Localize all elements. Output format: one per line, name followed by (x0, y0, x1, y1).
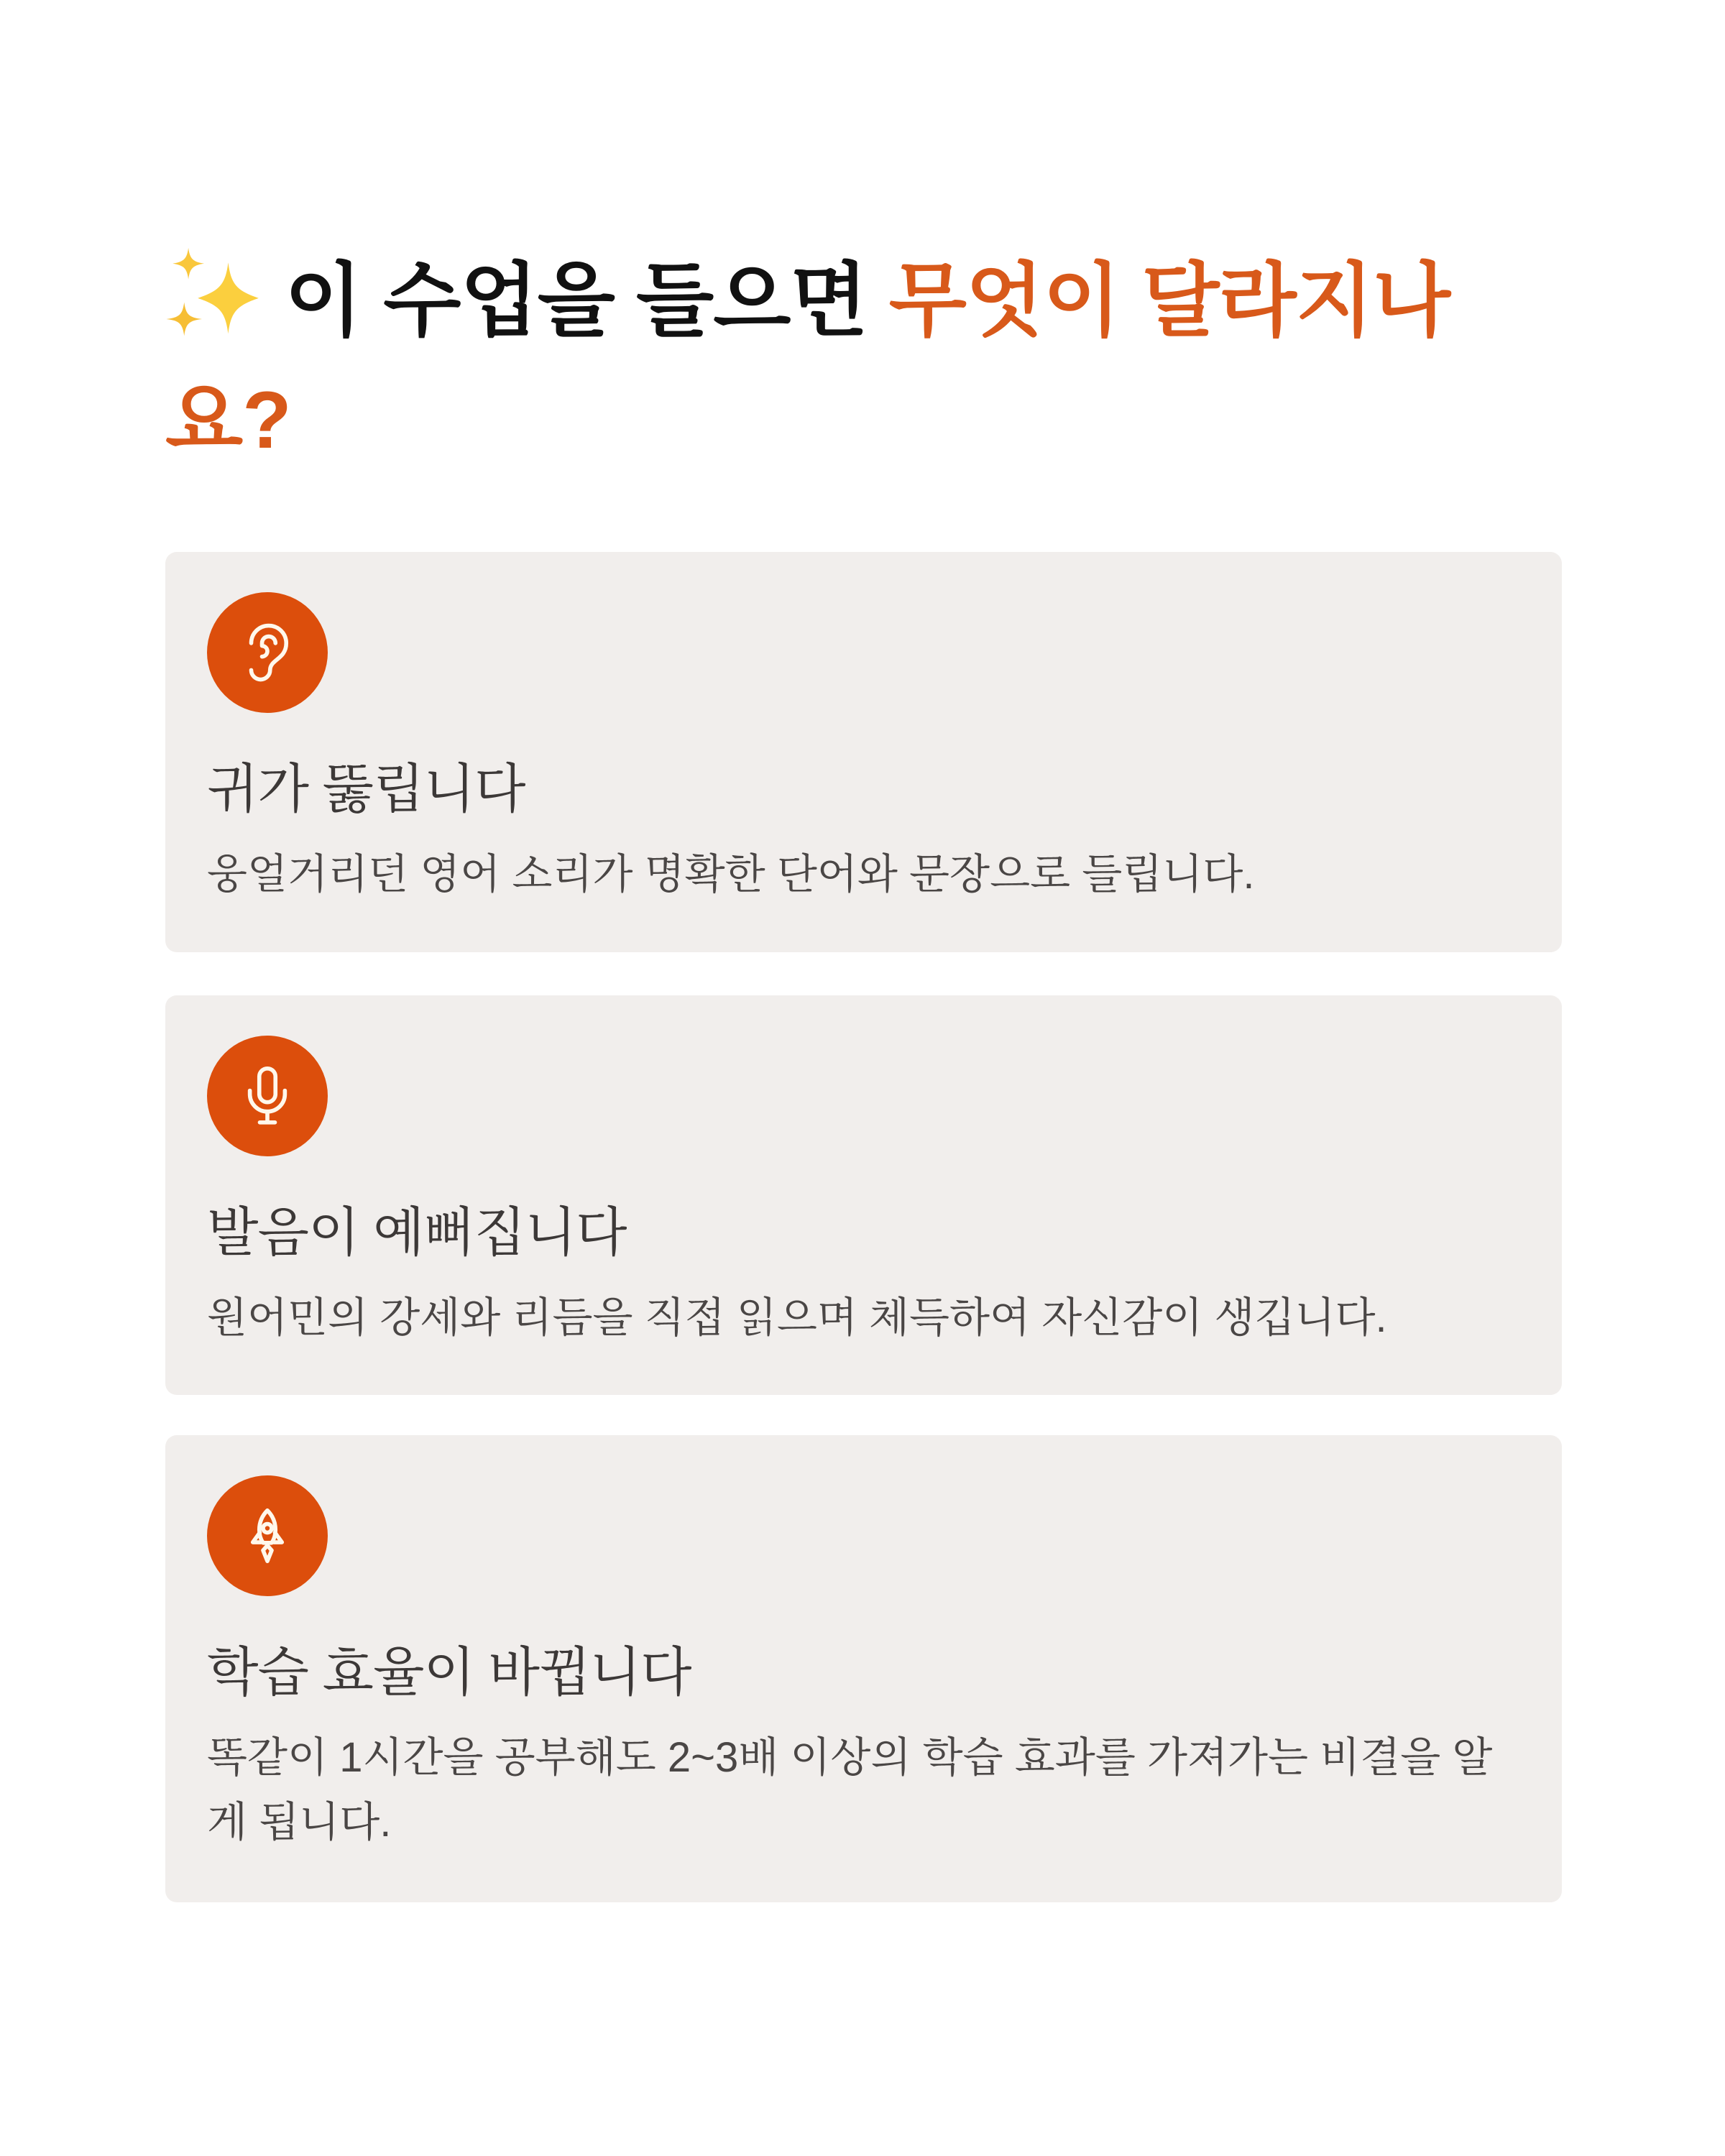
card-description: 웅얼거리던 영어 소리가 명확한 단어와 문장으로 들립니다. (207, 851, 1255, 898)
icon-circle (207, 1036, 328, 1156)
benefit-card-efficiency (165, 1435, 1562, 1902)
icon-circle (207, 1475, 328, 1596)
card-title: 학습 효율이 바뀝니다 (207, 1642, 691, 1702)
icon-circle (207, 592, 328, 713)
microphone-icon (235, 1064, 300, 1128)
card-title: 발음이 예뻐집니다 (207, 1202, 627, 1262)
heading-text-orange: 무엇이 달라지나요? (165, 256, 1450, 465)
card-title: 귀가 뚫립니다 (207, 759, 525, 819)
ear-icon (235, 620, 300, 685)
section-heading (165, 241, 1567, 480)
benefit-card-pronunciation (165, 995, 1562, 1395)
heading-text-black: 이 수업을 들으면 (285, 256, 889, 346)
card-description: 원어민의 강세와 리듬을 직접 읽으며 체득하여 자신감이 생깁니다. (207, 1294, 1387, 1341)
rocket-icon (235, 1503, 300, 1568)
sparkles-icon (165, 244, 266, 344)
benefit-card-listening (165, 552, 1562, 952)
card-description: 똑같이 1시간을 공부해도 2~3배 이상의 학습 효과를 가져가는 비결을 알게 됩니다. (207, 1734, 1493, 1846)
